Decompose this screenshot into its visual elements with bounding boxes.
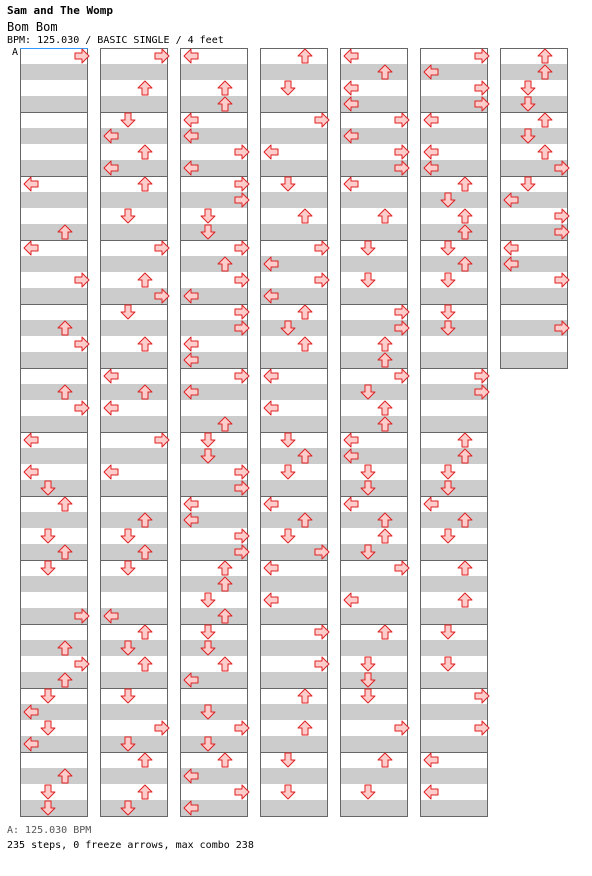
row-stripe (100, 192, 168, 208)
arrow-down-icon (361, 657, 375, 671)
row-stripe (180, 576, 248, 592)
row-stripe (420, 128, 488, 144)
arrow-left-icon (184, 49, 198, 63)
row-stripe (100, 96, 168, 112)
arrow-right-icon (235, 177, 249, 191)
row-stripe (340, 256, 408, 272)
arrow-right-icon (395, 145, 409, 159)
arrow-up-icon (298, 305, 312, 319)
row-stripe (20, 256, 88, 272)
row-stripe (20, 288, 88, 304)
arrow-right-icon (235, 305, 249, 319)
arrow-down-icon (121, 305, 135, 319)
row-stripe (340, 608, 408, 624)
row-stripe (100, 768, 168, 784)
chart-column (500, 48, 568, 369)
row-stripe (260, 192, 328, 208)
row-stripe (420, 544, 488, 560)
arrow-up-icon (218, 81, 232, 95)
arrow-right-icon (395, 305, 409, 319)
row-stripe (340, 416, 408, 432)
row-stripe (100, 672, 168, 688)
arrow-right-icon (155, 49, 169, 63)
row-stripe (420, 736, 488, 752)
arrow-up-icon (538, 145, 552, 159)
song-artist: Sam and The Womp (7, 4, 113, 17)
arrow-down-icon (281, 81, 295, 95)
arrow-right-icon (395, 369, 409, 383)
arrow-left-icon (344, 81, 358, 95)
arrow-up-icon (218, 753, 232, 767)
row-stripe (20, 512, 88, 528)
row-stripe (20, 384, 88, 400)
row-stripe (100, 64, 168, 80)
chart-column (260, 48, 328, 817)
arrow-down-icon (441, 273, 455, 287)
row-stripe (420, 640, 488, 656)
arrow-up-icon (458, 433, 472, 447)
row-stripe (20, 544, 88, 560)
row-stripe (100, 224, 168, 240)
arrow-down-icon (441, 305, 455, 319)
arrow-left-icon (264, 593, 278, 607)
row-stripe (100, 512, 168, 528)
arrow-right-icon (75, 49, 89, 63)
arrow-left-icon (344, 177, 358, 191)
arrow-down-icon (41, 785, 55, 799)
arrow-down-icon (201, 209, 215, 223)
chart-column (20, 48, 88, 817)
arrow-down-icon (121, 529, 135, 543)
row-stripe (100, 544, 168, 560)
row-stripe (260, 416, 328, 432)
arrow-left-icon (24, 465, 38, 479)
arrow-down-icon (361, 465, 375, 479)
arrow-right-icon (555, 209, 569, 223)
arrow-down-icon (441, 625, 455, 639)
row-stripe (20, 128, 88, 144)
row-stripe (20, 64, 88, 80)
arrow-right-icon (475, 81, 489, 95)
row-stripe (260, 480, 328, 496)
row-stripe (340, 640, 408, 656)
arrow-down-icon (201, 593, 215, 607)
arrow-down-icon (281, 465, 295, 479)
row-stripe (260, 768, 328, 784)
arrow-up-icon (538, 49, 552, 63)
row-stripe (100, 480, 168, 496)
row-stripe (340, 288, 408, 304)
row-stripe (260, 672, 328, 688)
arrow-down-icon (41, 529, 55, 543)
row-stripe (100, 448, 168, 464)
arrow-down-icon (281, 785, 295, 799)
arrow-down-icon (521, 81, 535, 95)
arrow-left-icon (264, 561, 278, 575)
row-stripe (500, 288, 568, 304)
arrow-up-icon (298, 689, 312, 703)
arrow-right-icon (155, 241, 169, 255)
row-stripe (180, 96, 248, 112)
arrow-down-icon (361, 689, 375, 703)
arrow-right-icon (75, 337, 89, 351)
arrow-down-icon (441, 465, 455, 479)
arrow-down-icon (41, 721, 55, 735)
arrow-right-icon (315, 625, 329, 639)
arrow-right-icon (75, 401, 89, 415)
row-stripe (20, 160, 88, 176)
row-stripe (260, 160, 328, 176)
row-stripe (420, 608, 488, 624)
arrow-left-icon (344, 49, 358, 63)
arrow-right-icon (315, 241, 329, 255)
arrow-right-icon (235, 145, 249, 159)
arrow-down-icon (361, 273, 375, 287)
row-stripe (260, 800, 328, 816)
arrow-left-icon (184, 113, 198, 127)
arrow-up-icon (378, 529, 392, 543)
arrow-right-icon (235, 721, 249, 735)
arrow-down-icon (281, 433, 295, 447)
arrow-up-icon (378, 625, 392, 639)
row-stripe (20, 96, 88, 112)
arrow-right-icon (315, 113, 329, 127)
row-stripe (20, 576, 88, 592)
arrow-down-icon (441, 657, 455, 671)
row-stripe (420, 512, 488, 528)
row-stripe (20, 640, 88, 656)
arrow-left-icon (264, 369, 278, 383)
row-stripe (260, 352, 328, 368)
row-stripe (20, 320, 88, 336)
arrow-up-icon (138, 273, 152, 287)
row-stripe (420, 576, 488, 592)
arrow-up-icon (138, 753, 152, 767)
row-stripe (100, 256, 168, 272)
arrow-right-icon (235, 785, 249, 799)
arrow-left-icon (264, 497, 278, 511)
arrow-up-icon (138, 145, 152, 159)
arrow-down-icon (201, 433, 215, 447)
arrow-down-icon (441, 241, 455, 255)
row-stripe (340, 576, 408, 592)
arrow-left-icon (424, 113, 438, 127)
arrow-left-icon (344, 497, 358, 511)
arrow-left-icon (504, 241, 518, 255)
row-stripe (260, 576, 328, 592)
row-stripe (260, 704, 328, 720)
arrow-left-icon (344, 433, 358, 447)
arrow-down-icon (41, 689, 55, 703)
row-stripe (420, 800, 488, 816)
row-stripe (340, 736, 408, 752)
row-stripe (260, 224, 328, 240)
row-stripe (100, 352, 168, 368)
row-stripe (260, 736, 328, 752)
arrow-right-icon (315, 273, 329, 287)
arrow-right-icon (235, 369, 249, 383)
arrow-right-icon (315, 657, 329, 671)
row-stripe (20, 224, 88, 240)
row-stripe (420, 288, 488, 304)
row-stripe (100, 384, 168, 400)
row-stripe (260, 384, 328, 400)
arrow-up-icon (298, 721, 312, 735)
arrow-up-icon (58, 497, 72, 511)
arrow-left-icon (424, 497, 438, 511)
arrow-down-icon (441, 529, 455, 543)
arrow-right-icon (155, 721, 169, 735)
arrow-right-icon (475, 721, 489, 735)
row-stripe (260, 448, 328, 464)
row-stripe (260, 64, 328, 80)
arrow-down-icon (121, 209, 135, 223)
arrow-left-icon (424, 753, 438, 767)
arrow-left-icon (424, 785, 438, 799)
arrow-up-icon (378, 401, 392, 415)
row-stripe (420, 256, 488, 272)
row-stripe (420, 448, 488, 464)
row-stripe (100, 704, 168, 720)
arrow-left-icon (24, 177, 38, 191)
arrow-right-icon (475, 369, 489, 383)
row-stripe (260, 96, 328, 112)
arrow-up-icon (138, 177, 152, 191)
row-stripe (340, 224, 408, 240)
row-stripe (340, 704, 408, 720)
arrow-right-icon (235, 241, 249, 255)
row-stripe (180, 64, 248, 80)
row-stripe (20, 672, 88, 688)
arrow-left-icon (24, 241, 38, 255)
row-stripe (340, 768, 408, 784)
arrow-left-icon (104, 401, 118, 415)
arrow-left-icon (104, 369, 118, 383)
arrow-down-icon (521, 177, 535, 191)
arrow-left-icon (264, 145, 278, 159)
arrow-right-icon (155, 433, 169, 447)
arrow-down-icon (281, 177, 295, 191)
bpm-marker-label: A (12, 47, 19, 58)
arrow-up-icon (218, 657, 232, 671)
row-stripe (340, 192, 408, 208)
row-stripe (340, 64, 408, 80)
row-stripe (180, 608, 248, 624)
arrow-down-icon (281, 529, 295, 543)
arrow-right-icon (395, 561, 409, 575)
arrow-down-icon (121, 561, 135, 575)
arrow-right-icon (475, 689, 489, 703)
row-stripe (500, 352, 568, 368)
arrow-down-icon (361, 241, 375, 255)
arrow-down-icon (201, 625, 215, 639)
arrow-right-icon (235, 529, 249, 543)
row-stripe (100, 320, 168, 336)
row-stripe (20, 448, 88, 464)
arrow-down-icon (281, 753, 295, 767)
row-stripe (420, 768, 488, 784)
arrow-up-icon (138, 657, 152, 671)
row-stripe (20, 768, 88, 784)
arrow-right-icon (555, 273, 569, 287)
arrow-up-icon (378, 209, 392, 223)
arrow-up-icon (298, 337, 312, 351)
arrow-up-icon (378, 753, 392, 767)
row-stripe (500, 64, 568, 80)
arrow-left-icon (424, 145, 438, 159)
row-stripe (100, 416, 168, 432)
row-stripe (420, 416, 488, 432)
arrow-up-icon (138, 81, 152, 95)
arrow-up-icon (378, 337, 392, 351)
arrow-down-icon (121, 689, 135, 703)
arrow-left-icon (184, 497, 198, 511)
arrow-left-icon (184, 337, 198, 351)
arrow-right-icon (475, 49, 489, 63)
row-stripe (340, 800, 408, 816)
arrow-up-icon (138, 785, 152, 799)
arrow-up-icon (298, 209, 312, 223)
row-stripe (420, 672, 488, 688)
arrow-down-icon (41, 561, 55, 575)
row-stripe (20, 352, 88, 368)
row-stripe (180, 416, 248, 432)
arrow-left-icon (24, 433, 38, 447)
row-stripe (20, 192, 88, 208)
row-stripe (420, 224, 488, 240)
row-stripe (260, 128, 328, 144)
arrow-right-icon (395, 721, 409, 735)
arrow-right-icon (395, 113, 409, 127)
arrow-up-icon (538, 113, 552, 127)
arrow-right-icon (75, 657, 89, 671)
bpm-legend: A: 125.030 BPM (7, 825, 92, 836)
row-stripe (100, 576, 168, 592)
row-stripe (260, 640, 328, 656)
song-title: Bom Bom (7, 20, 58, 34)
arrow-right-icon (235, 273, 249, 287)
chart-info: BPM: 125.030 / BASIC SINGLE / 4 feet (7, 35, 224, 46)
row-stripe (20, 416, 88, 432)
row-stripe (340, 512, 408, 528)
chart-column (340, 48, 408, 817)
arrow-up-icon (138, 337, 152, 351)
row-stripe (260, 608, 328, 624)
row-stripe (180, 256, 248, 272)
chart-stats: 235 steps, 0 freeze arrows, max combo 238 (7, 840, 254, 851)
row-stripe (420, 352, 488, 368)
arrow-up-icon (298, 49, 312, 63)
arrow-left-icon (104, 465, 118, 479)
arrow-right-icon (75, 273, 89, 287)
arrow-left-icon (344, 593, 358, 607)
arrow-up-icon (138, 625, 152, 639)
arrow-right-icon (235, 465, 249, 479)
arrow-up-icon (458, 561, 472, 575)
arrow-up-icon (458, 177, 472, 191)
arrow-up-icon (458, 593, 472, 607)
row-stripe (260, 512, 328, 528)
arrow-down-icon (121, 113, 135, 127)
arrow-left-icon (264, 401, 278, 415)
arrow-up-icon (218, 561, 232, 575)
row-stripe (340, 352, 408, 368)
arrow-up-icon (458, 209, 472, 223)
arrow-down-icon (361, 785, 375, 799)
row-stripe (420, 704, 488, 720)
